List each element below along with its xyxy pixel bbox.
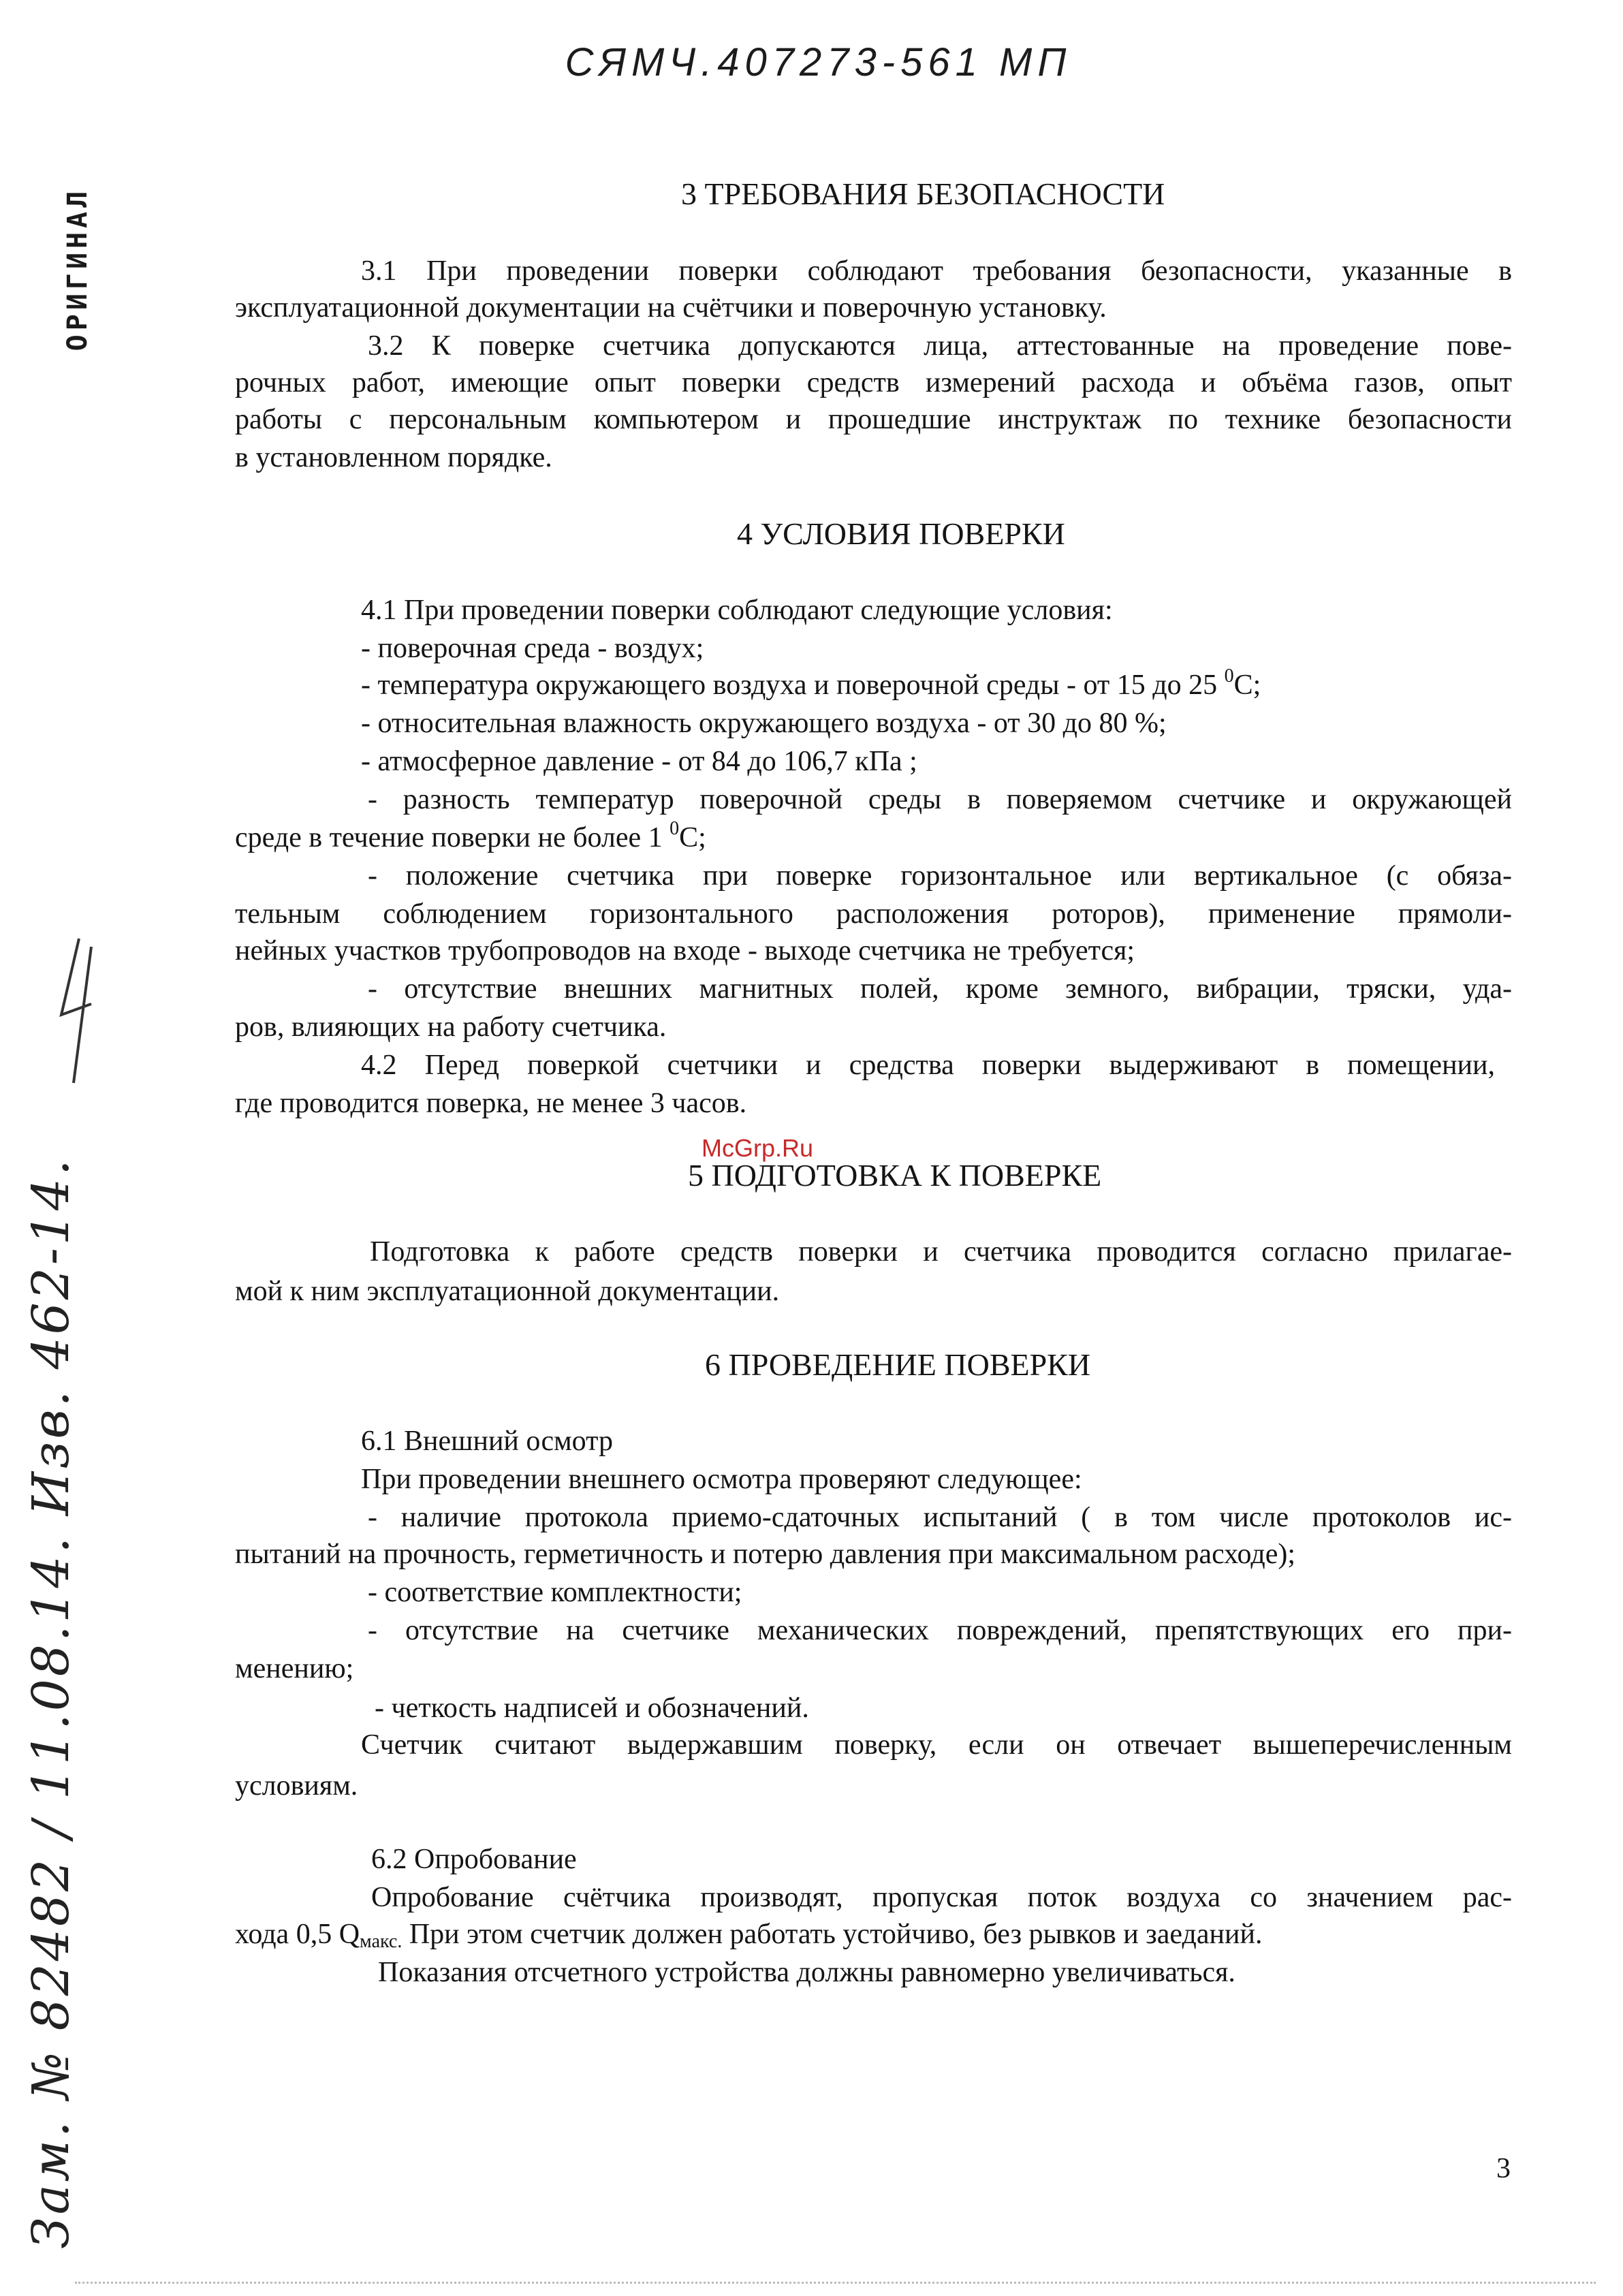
s6-line-6: - отсутствие на счетчике механических повреждений, препятствующих его при- [368,1615,1512,1646]
degree-unit-2: С; [679,822,706,853]
s6-line-2: При проведении внешнего осмотра проверяют следующее: [361,1464,1082,1495]
section-4-title: 4 УСЛОВИЯ ПОВЕРКИ [737,516,1065,551]
s6-line-9: Счетчик считают выдержавшим поверку, если он отвечает вышеперечисленным [361,1729,1512,1761]
margin-mark [53,933,101,1090]
s4-line-3 [361,665,1261,701]
degree-sup: 0 [1224,665,1234,687]
degree-unit: С; [1233,670,1261,701]
s6-line-3: - наличие протокола приемо-сдаточных испытаний ( в том числе протоколов ис- [368,1502,1512,1533]
s4-line-2: - поверочная среда - воздух; [361,633,704,664]
s4-line-13: 4.2 Перед поверкой счетчики и средства поверки выдерживают в помещении, [361,1050,1495,1081]
s6-line-13-rest: При этом счетчик должен работать устойчиво, без рывков и заеданий. [402,1919,1263,1950]
s6-line-12: Опробование счётчика производят, пропуская поток воздуха со значением рас- [371,1882,1512,1913]
s4-line-9: тельным соблюдением горизонтального расположения роторов), применение прямоли- [235,898,1512,930]
s4-line-6: - разность температур поверочной среды в поверяемом счетчике и окружающей [368,784,1512,815]
degree-sup-2: 0 [669,818,680,839]
s6-line-4: пытаний на прочность, герметичность и потерю давления при максимальном расходе); [235,1539,1296,1570]
s4-line-14: где проводится поверка, не менее 3 часов. [235,1088,747,1119]
s3-line-5: работы с персональным компьютером и прошедшие инструктаж по технике безопасности [235,404,1512,435]
s4-line-1: 4.1 При проведении поверки соблюдают следующие условия: [361,595,1113,626]
page-number: 3 [1496,2153,1511,2184]
s4-line-4: - относительная влажность окружающего воздуха - от 30 до 80 %; [361,708,1167,739]
s6-line-13 [235,1919,1263,1952]
s4-line-12: ров, влияющих на работу счетчика. [235,1011,667,1043]
s5-line-2: мой к ним эксплуатационной документации. [235,1276,780,1307]
s6-line-5: - соответствие комплектности; [368,1577,742,1608]
s3-line-1: 3.1 При проведении поверки соблюдают требования безопасности, указанные в [361,255,1512,287]
s4-line-5: - атмосферное давление - от 84 до 106,7 кПа ; [361,746,917,777]
s6-line-8: - четкость надписей и обозначений. [375,1693,809,1724]
section-3-title: 3 ТРЕБОВАНИЯ БЕЗОПАСНОСТИ [681,176,1165,211]
s4-line-11: - отсутствие внешних магнитных полей, кроме земного, вибрации, тряски, уда- [368,973,1512,1005]
section-5-title: 5 ПОДГОТОВКА К ПОВЕРКЕ [688,1158,1102,1193]
s6-line-7: менению; [235,1653,354,1684]
s4-line-7 [235,818,706,853]
s3-line-3: 3.2 К поверке счетчика допускаются лица, аттестованные на проведение пове- [368,330,1512,362]
s3-line-4: рочных работ, имеющие опыт поверки средств измерений расхода и объёма газов, опыт [235,367,1512,398]
s4-line-3-text: - температура окружающего воздуха и поверочной среды - от 15 до 25 [361,670,1225,701]
s3-line-2: эксплуатационной документации на счётчики и поверочную установку. [235,292,1107,324]
s6-line-13-text: хода 0,5 Q [235,1919,360,1950]
s4-line-7-text: среде в течение поверки не более 1 [235,822,670,853]
watermark-text: McGrp.Ru [702,1134,814,1162]
s6-line-11: 6.2 Опробование [371,1844,577,1875]
s6-line-14: Показания отсчетного устройства должны равномерно увеличиваться. [378,1957,1235,1988]
s6-line-1: 6.1 Внешний осмотр [361,1426,613,1457]
s3-line-6: в установленном порядке. [235,442,552,473]
s4-line-8: - положение счетчика при поверке горизонтальное или вертикальное (с обяза- [368,860,1512,892]
document-code: СЯМЧ.407273-561 МП [565,40,1072,84]
scan-edge-dots [75,2282,1596,2285]
margin-handwriting-text: Зам. № 82482 / 11.08.14. Изв. 462-14. [22,1157,80,2249]
s6-line-10: условиям. [235,1770,358,1802]
margin-handwriting [20,1157,82,2249]
s4-line-10: нейных участков трубопроводов на входе - выходе счетчика не требуется; [235,935,1135,966]
section-6-title: 6 ПРОВЕДЕНИЕ ПОВЕРКИ [705,1347,1091,1382]
s5-line-1: Подготовка к работе средств поверки и счетчика проводится согласно прилагае- [370,1236,1512,1268]
original-stamp-text: ОРИГИНАЛ [62,187,93,351]
original-stamp [63,184,93,354]
q-max-sub: макс. [360,1931,403,1952]
